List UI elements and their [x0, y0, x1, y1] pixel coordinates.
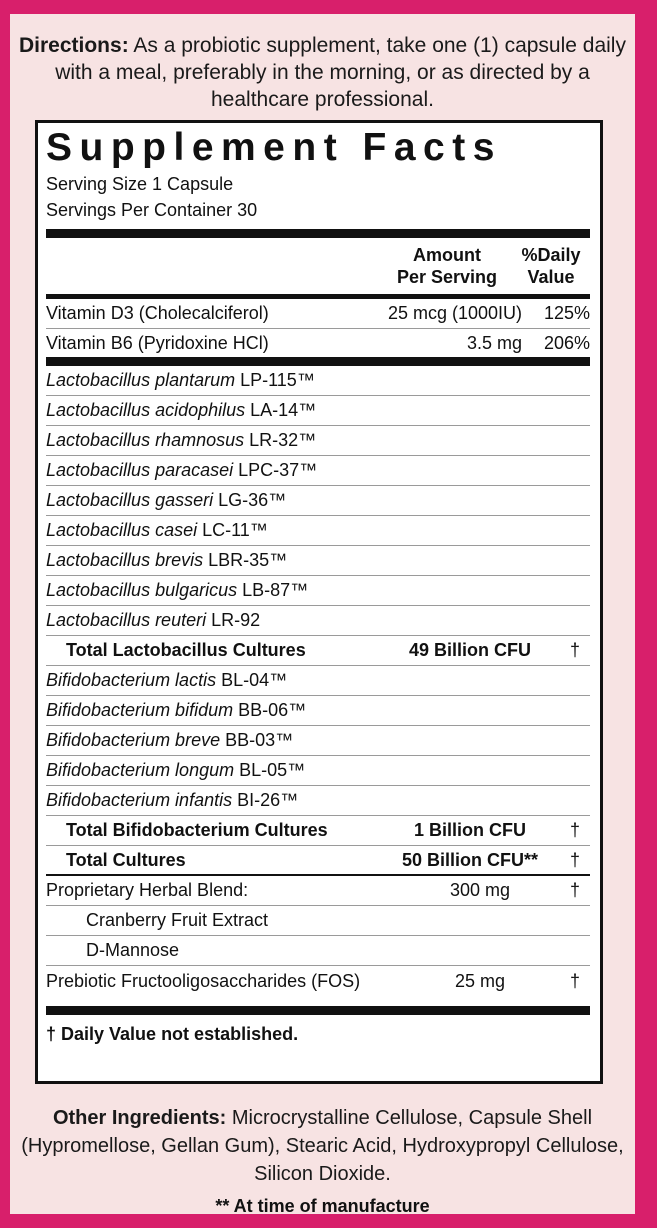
dv-header-line1: %Daily	[521, 245, 581, 265]
dagger-mark: †	[569, 849, 580, 870]
total-amount: 50 Billion CFU**	[401, 849, 539, 870]
amount-header-line1: Amount	[413, 245, 481, 265]
nutrient-name: Vitamin D3 (Cholecalciferol)	[46, 303, 269, 323]
amount-header	[382, 244, 512, 288]
strain: BL-04™	[216, 670, 288, 690]
nutrient-dv: 206%	[543, 332, 590, 353]
amount-header-line2: Per Serving	[396, 267, 498, 287]
strain: LA-14™	[245, 400, 317, 420]
culture-row	[46, 366, 590, 396]
culture-row	[46, 456, 590, 486]
strain: LBR-35™	[203, 550, 288, 570]
culture-name	[46, 730, 590, 751]
culture-row	[46, 726, 590, 756]
servings-per-container: Servings Per Container 30	[46, 200, 258, 220]
strain: LG-36™	[213, 490, 287, 510]
dagger-mark: †	[569, 640, 580, 660]
column-header	[46, 238, 590, 299]
culture-name	[46, 760, 590, 781]
species: Lactobacillus rhamnosus	[46, 430, 245, 450]
dv-header-line2: Value	[527, 267, 575, 287]
culture-row	[46, 396, 590, 426]
species: Lactobacillus reuteri	[46, 610, 207, 630]
directions-label: Directions:	[19, 34, 129, 57]
strain: LR-32™	[244, 430, 317, 450]
strain: LP-115™	[235, 370, 315, 390]
directions-text	[10, 32, 635, 113]
culture-name	[46, 670, 590, 691]
culture-row	[46, 696, 590, 726]
culture-name	[46, 520, 590, 541]
herbal-item: Cranberry Fruit Extract	[86, 910, 269, 930]
species: Lactobacillus brevis	[46, 550, 204, 570]
species: Bifidobacterium lactis	[46, 670, 217, 690]
facts-title: Supplement Facts	[46, 126, 502, 169]
total-bifido-row	[46, 816, 590, 846]
total-name: Total Lactobacillus Cultures	[66, 640, 306, 660]
daily-value-footnote: † Daily Value not established.	[46, 1024, 299, 1044]
culture-name	[46, 610, 590, 631]
species: Lactobacillus bulgaricus	[46, 580, 238, 600]
species: Bifidobacterium longum	[46, 760, 235, 780]
species: Bifidobacterium bifidum	[46, 700, 234, 720]
culture-name	[46, 400, 590, 421]
other-ingredients	[10, 1104, 635, 1188]
total-amount: 49 Billion CFU	[408, 640, 531, 660]
daily-value-header	[512, 244, 590, 288]
total-name: Total Bifidobacterium Cultures	[66, 820, 328, 840]
dagger-mark: †	[569, 880, 580, 900]
fos-name: Prebiotic Fructooligosaccharides (FOS)	[46, 970, 361, 991]
species: Lactobacillus acidophilus	[46, 400, 246, 420]
culture-row	[46, 666, 590, 696]
divider-thick	[46, 1006, 590, 1015]
culture-name	[46, 790, 590, 811]
vitamin-row	[46, 299, 590, 329]
nutrient-amount: 3.5 mg	[466, 332, 522, 353]
total-lacto-row	[46, 636, 590, 666]
species: Lactobacillus paracasei	[46, 460, 234, 480]
strain: BL-05™	[234, 760, 306, 780]
strain: LR-92	[206, 610, 261, 630]
other-ingredients-text: Microcrystalline Cellulose, Capsule Shell (Hypromellose, Gellan Gum), Stearic Acid, Hydroxypropyl Cellulose, Silicon Dioxide.	[21, 1107, 624, 1185]
culture-name	[46, 700, 590, 721]
total-cultures-row	[46, 846, 590, 876]
nutrient-name: Vitamin B6 (Pyridoxine HCl)	[46, 332, 269, 353]
herbal-blend-row	[46, 876, 590, 906]
fos-row	[46, 966, 590, 996]
culture-row	[46, 606, 590, 636]
vitamin-row	[46, 329, 590, 366]
divider-thick	[46, 229, 590, 238]
culture-row	[46, 546, 590, 576]
culture-row	[46, 516, 590, 546]
strain: BI-26™	[232, 790, 299, 810]
total-name: Total Cultures	[66, 849, 186, 870]
species: Bifidobacterium infantis	[46, 790, 233, 810]
culture-row	[46, 786, 590, 816]
culture-row	[46, 756, 590, 786]
culture-name	[46, 550, 590, 571]
herbal-amount: 300 mg	[449, 880, 511, 900]
directions-body: As a probiotic supplement, take one (1) capsule daily with a meal, preferably in the morning, or as directed by a healthcare professional.	[55, 34, 626, 111]
total-amount: 1 Billion CFU	[414, 820, 526, 840]
strain: LC-11™	[197, 520, 268, 540]
species: Bifidobacterium breve	[46, 730, 221, 750]
culture-name	[46, 370, 590, 391]
strain: LB-87™	[237, 580, 309, 600]
herbal-sub-row	[46, 906, 590, 936]
dagger-mark: †	[569, 820, 580, 840]
herbal-name: Proprietary Herbal Blend:	[46, 880, 249, 900]
strain: BB-03™	[220, 730, 294, 750]
culture-name	[46, 460, 590, 481]
supplement-facts-box	[35, 120, 603, 1084]
nutrient-amount: 25 mcg (1000IU)	[387, 303, 522, 323]
fos-amount: 25 mg	[454, 970, 506, 991]
dagger-mark: †	[569, 970, 580, 991]
herbal-sub-row	[46, 936, 590, 966]
label-panel	[10, 14, 635, 1214]
culture-row	[46, 486, 590, 516]
culture-name	[46, 580, 590, 601]
serving-size: Serving Size 1 Capsule	[46, 174, 234, 194]
nutrient-dv: 125%	[543, 303, 590, 323]
species: Lactobacillus casei	[46, 520, 198, 540]
strain: LPC-37™	[233, 460, 318, 480]
species: Lactobacillus plantarum	[46, 370, 236, 390]
culture-name	[46, 430, 590, 451]
species: Lactobacillus gasseri	[46, 490, 214, 510]
other-ingredients-label: Other Ingredients:	[52, 1107, 227, 1129]
culture-name	[46, 490, 590, 511]
manufacture-note: ** At time of manufacture	[215, 1196, 430, 1216]
strain: BB-06™	[233, 700, 307, 720]
herbal-item: D-Mannose	[86, 940, 180, 960]
culture-row	[46, 426, 590, 456]
culture-row	[46, 576, 590, 606]
